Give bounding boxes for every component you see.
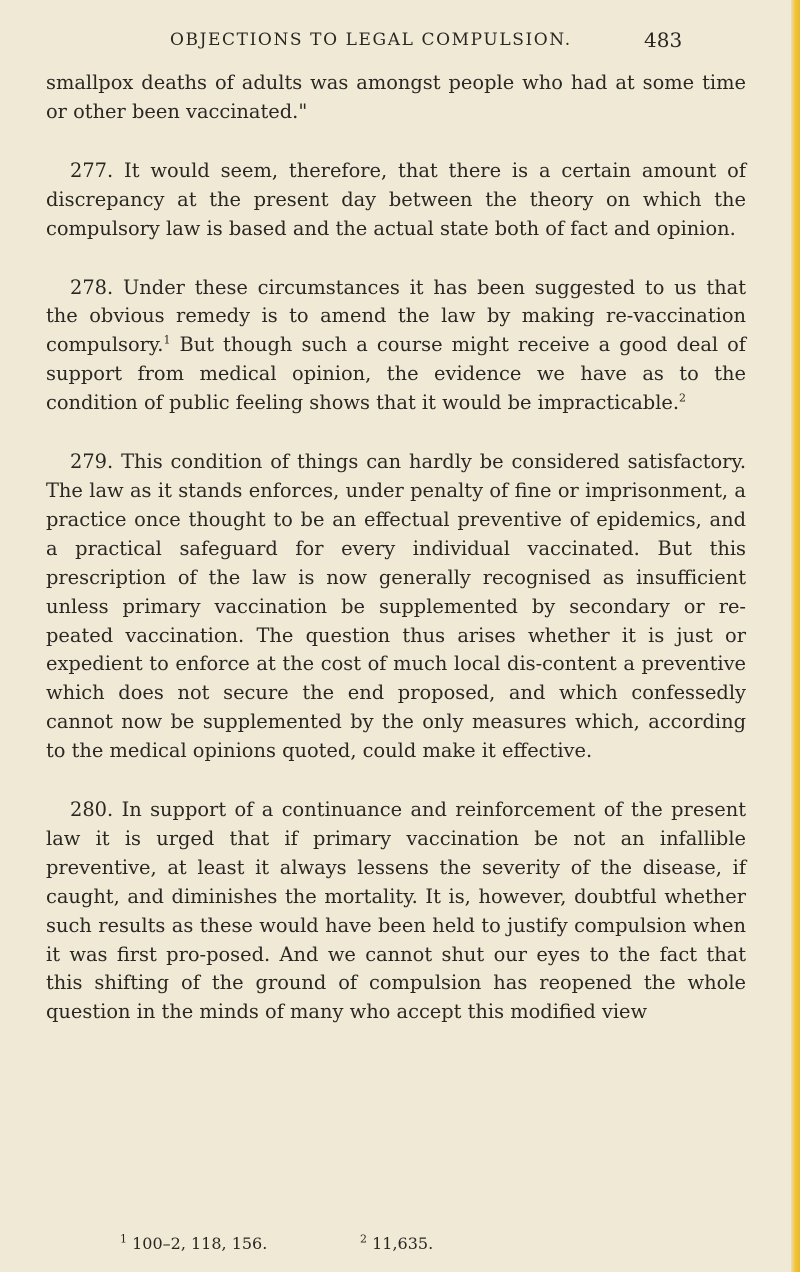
paragraph-278-part2: But though such a course might receive a good deal of support from medical opinion, the evidence we have as to the condition of public feeling shows that it would be impracticable. [46,333,746,415]
page-header [0,28,800,58]
footnote-text: 100–2, 118, 156. [132,1234,268,1253]
paragraph-278 [46,274,746,419]
running-head: OBJECTIONS TO LEGAL COMPULSION. [170,30,572,50]
body-text [46,69,746,1027]
footnote-mark: 2 [360,1232,367,1246]
footnote-ref-1: 1 [163,333,171,347]
page-edge [791,0,800,1272]
footnote-1 [120,1234,267,1253]
paragraph-278-part1: 278. Under these circumstances it has been suggested to us that the obvious remedy is to amend the law by making re-vaccination compulsory. [46,275,746,357]
page-number: 483 [644,28,683,52]
footnote-2 [360,1234,433,1253]
paragraph-277: 277. It would seem, therefore, that there is a certain amount of discrepancy at the present day between the theory on which the compulsory law is based and the actual state both of fact and opinion. [46,158,746,240]
paragraph-280: 280. In support of a continuance and reinforcement of the present law it is urged that if primary vaccination be not an infallible preventive, at least it always lessens the severity of the disease, if caught, and diminishes the mortality. It is, however, doubtful whether such results as these would have been held to justify compulsion when it was first pro-posed. And we cannot shut our eyes to the fact that this shifting of the ground of compulsion has reopened the whole question in the minds of many who accept this modified view [46,798,746,1024]
footnote-mark: 1 [120,1232,127,1246]
paragraph-279: 279. This condition of things can hardly be considered satisfactory. The law as it stands enforces, under penalty of fine or imprisonment, a practice once thought to be an effectual preventive of epidemics, and a practical safeguard for every individual vaccinated. But this prescription of the law is now generally recognised as insufficient unless primary vaccination be supplemented by secondary or re-peated vaccination. The question thus arises whether it is just or expedient to enforce at the cost of much local dis-content a preventive which does not secure the end proposed, and which confessedly cannot now be supplemented by the only measures which, according to the medical opinions quoted, could make it effective. [46,450,746,763]
footnote-text: 11,635. [372,1234,434,1253]
footnote-ref-2: 2 [679,391,687,405]
paragraph-continuation: smallpox deaths of adults was amongst people who had at some time or other been vaccinated." [46,71,746,123]
